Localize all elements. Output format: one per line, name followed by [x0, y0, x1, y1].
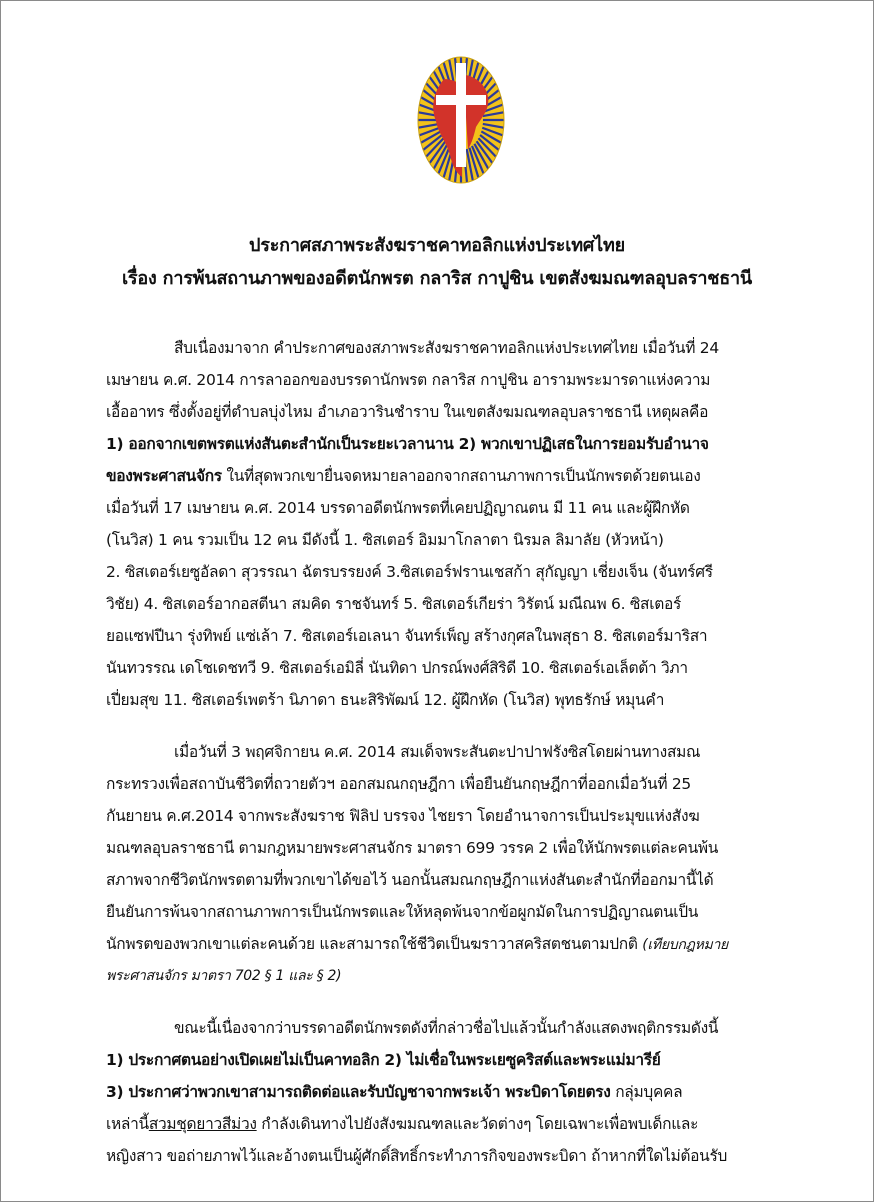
bold-text: ของพระศาสนจักร [106, 467, 222, 485]
text-segment: กำลังเดินทางไปยังสังฆมณฑลและวัดต่างๆ โดยเฉพาะเพื่อพบเด็กและ [256, 1115, 699, 1133]
text-line: มณฑลอุบลราชธานี ตามกฎหมายพระศาสนจักร มาตรา 699 วรรค 2 เพื่อให้นักพรตแต่ละคนพ้น [106, 839, 719, 857]
italic-citation: (เทียบกฎหมาย [642, 937, 728, 953]
text-segment: ในที่สุดพวกเขายื่นจดหมายลาออกจากสถานภาพการเป็นนักพรตด้วยตนเอง [221, 467, 701, 485]
text-line: เปี่ยมสุข 11. ซิสเตอร์เพตร้า นิภาดา ธนะสิริพัฒน์ 12. ผู้ฝึกหัด (โนวิส) พุทธรักษ์ หมุนคำ [106, 691, 665, 709]
text-line: ยอแซฟปีนา รุ่งทิพย์ แซ่เล้า 7. ซิสเตอร์เอเลนา จันทร์เพ็ญ สร้างกุศลในพสุธา 8. ซิสเตอร์มาริสา [106, 627, 708, 645]
text-line: กระทรวงเพื่อสถาบันชีวิตที่ถวายตัวฯ ออกสมณกฤษฎีกา เพื่อยืนยันกฤษฎีกาที่ออกเมื่อวันที่ 25 [106, 775, 691, 793]
text-line: 1) ประกาศตนอย่างเปิดเผยไม่เป็นคาทอลิก 2) ไม่เชื่อในพระเยซูคริสต์และพระแม่มารีย์ [106, 1051, 661, 1069]
announcement-title: ประกาศสภาพระสังฆราชคาทอลิกแห่งประเทศไทย [249, 235, 625, 256]
paragraph-3 [106, 1012, 818, 1172]
text-line: วิชัย) 4. ซิสเตอร์อากอสตีนา สมคิด ราชจันทร์ 5. ซิสเตอร์เกียร่า วิรัตน์ มณีณพ 6. ซิสเตอร์ [106, 595, 682, 613]
text-segment: เหล่านี้ [106, 1115, 149, 1133]
bold-text: 3) ประกาศว่าพวกเขาสามารถติดต่อและรับบัญชาจากพระเจ้า พระบิดาโดยตรง [106, 1083, 611, 1101]
text-line: หญิงสาว ขอถ่ายภาพไว้และอ้างตนเป็นผู้ศักดิ์สิทธิ์กระทำภารกิจของพระบิดา ถ้าหากที่ใดไม่ต้อนรับ [106, 1147, 728, 1165]
text-line: นันทวรรณ เดโชเดชทวี 9. ซิสเตอร์เอมิลี่ นันทิดา ปกรณ์พงศ์สิริดี 10. ซิสเตอร์เอเล็ตต้า วิภา [106, 659, 688, 677]
text-line: สภาพจากชีวิตนักพรตตามที่พวกเขาได้ขอไว้ นอกนั้นสมณกฤษฎีกาแห่งสันตะสำนักที่ออกมานี้ได้ [106, 871, 714, 889]
text-line: กันยายน ค.ศ.2014 จากพระสังฆราช ฟิลิป บรรจง ไชยรา โดยอำนาจการเป็นประมุขแห่งสังฆ [106, 807, 700, 825]
announcement-subject: เรื่อง การพ้นสถานภาพของอดีตนักพรต กลาริส กาปูชิน เขตสังฆมณฑลอุบลราชธานี [121, 268, 753, 289]
text-line: สืบเนื่องมาจาก คำประกาศของสภาพระสังฆราชคาทอลิกแห่งประเทศไทย เมื่อวันที่ 24 [174, 339, 719, 357]
text-segment: นักพรตของพวกเขาแต่ละคนด้วย และสามารถใช้ชีวิตเป็นฆราวาสคริสตชนตามปกติ [106, 935, 638, 953]
text-segment: กลุ่มบุคคล [610, 1083, 683, 1101]
text-line [106, 1108, 818, 1140]
text-line: เมื่อวันที่ 17 เมษายน ค.ศ. 2014 บรรดาอดีตนักพรตที่เคยปฏิญาณตน มี 11 คน และผู้ฝึกหัด [106, 499, 690, 517]
paragraph-2 [106, 736, 818, 992]
text-line: (โนวิส) 1 คน รวมเป็น 12 คน มีดังนี้ 1. ซิสเตอร์ อิมมาโกลาตา นิรมล ลิมาลัย (หัวหน้า) [106, 531, 664, 549]
text-line: เมษายน ค.ศ. 2014 การลาออกของบรรดานักพรต กลาริส กาปูชิน อารามพระมารดาแห่งความ [106, 371, 711, 389]
text-line: เอื้ออาทร ซึ่งตั้งอยู่ที่ตำบลบุ่งไหม อำเภอวารินชำราบ ในเขตสังฆมณฑลอุบลราชธานี เหตุผลคือ [106, 403, 709, 421]
church-emblem-logo [416, 55, 506, 185]
text-line [106, 1076, 818, 1108]
text-line: ขณะนี้เนื่องจากว่าบรรดาอดีตนักพรตดังที่กล่าวชื่อไปแล้วนั้นกำลังแสดงพฤติกรรมดังนี้ [174, 1019, 719, 1037]
paragraph-1 [106, 332, 818, 716]
underlined-text: สวมชุดยาวสีม่วง [148, 1115, 257, 1133]
text-line: 2. ซิสเตอร์เยซูอัลดา สุวรรณา ฉัตรบรรยงค์ 3.ซิสเตอร์ฟรานเชสก้า สุกัญญา เชี่ยงเจ็น (จันทร์ศรี [106, 563, 713, 581]
text-line: 1) ออกจากเขตพรตแห่งสันตะสำนักเป็นระยะเวลานาน 2) พวกเขาปฏิเสธในการยอมรับอำนาจ [106, 435, 709, 453]
text-line: ยืนยันการพ้นจากสถานภาพการเป็นนักพรตและให้หลุดพ้นจากข้อผูกมัดในการปฏิญาณตนเป็น [106, 903, 699, 921]
italic-citation: พระศาสนจักร มาตรา 702 § 1 และ § 2) [106, 968, 342, 984]
text-line: เมื่อวันที่ 3 พฤศจิกายน ค.ศ. 2014 สมเด็จพระสันตะปาปาฟรังซิสโดยผ่านทางสมณ [174, 743, 701, 761]
text-line [106, 460, 818, 492]
text-line [106, 928, 818, 960]
